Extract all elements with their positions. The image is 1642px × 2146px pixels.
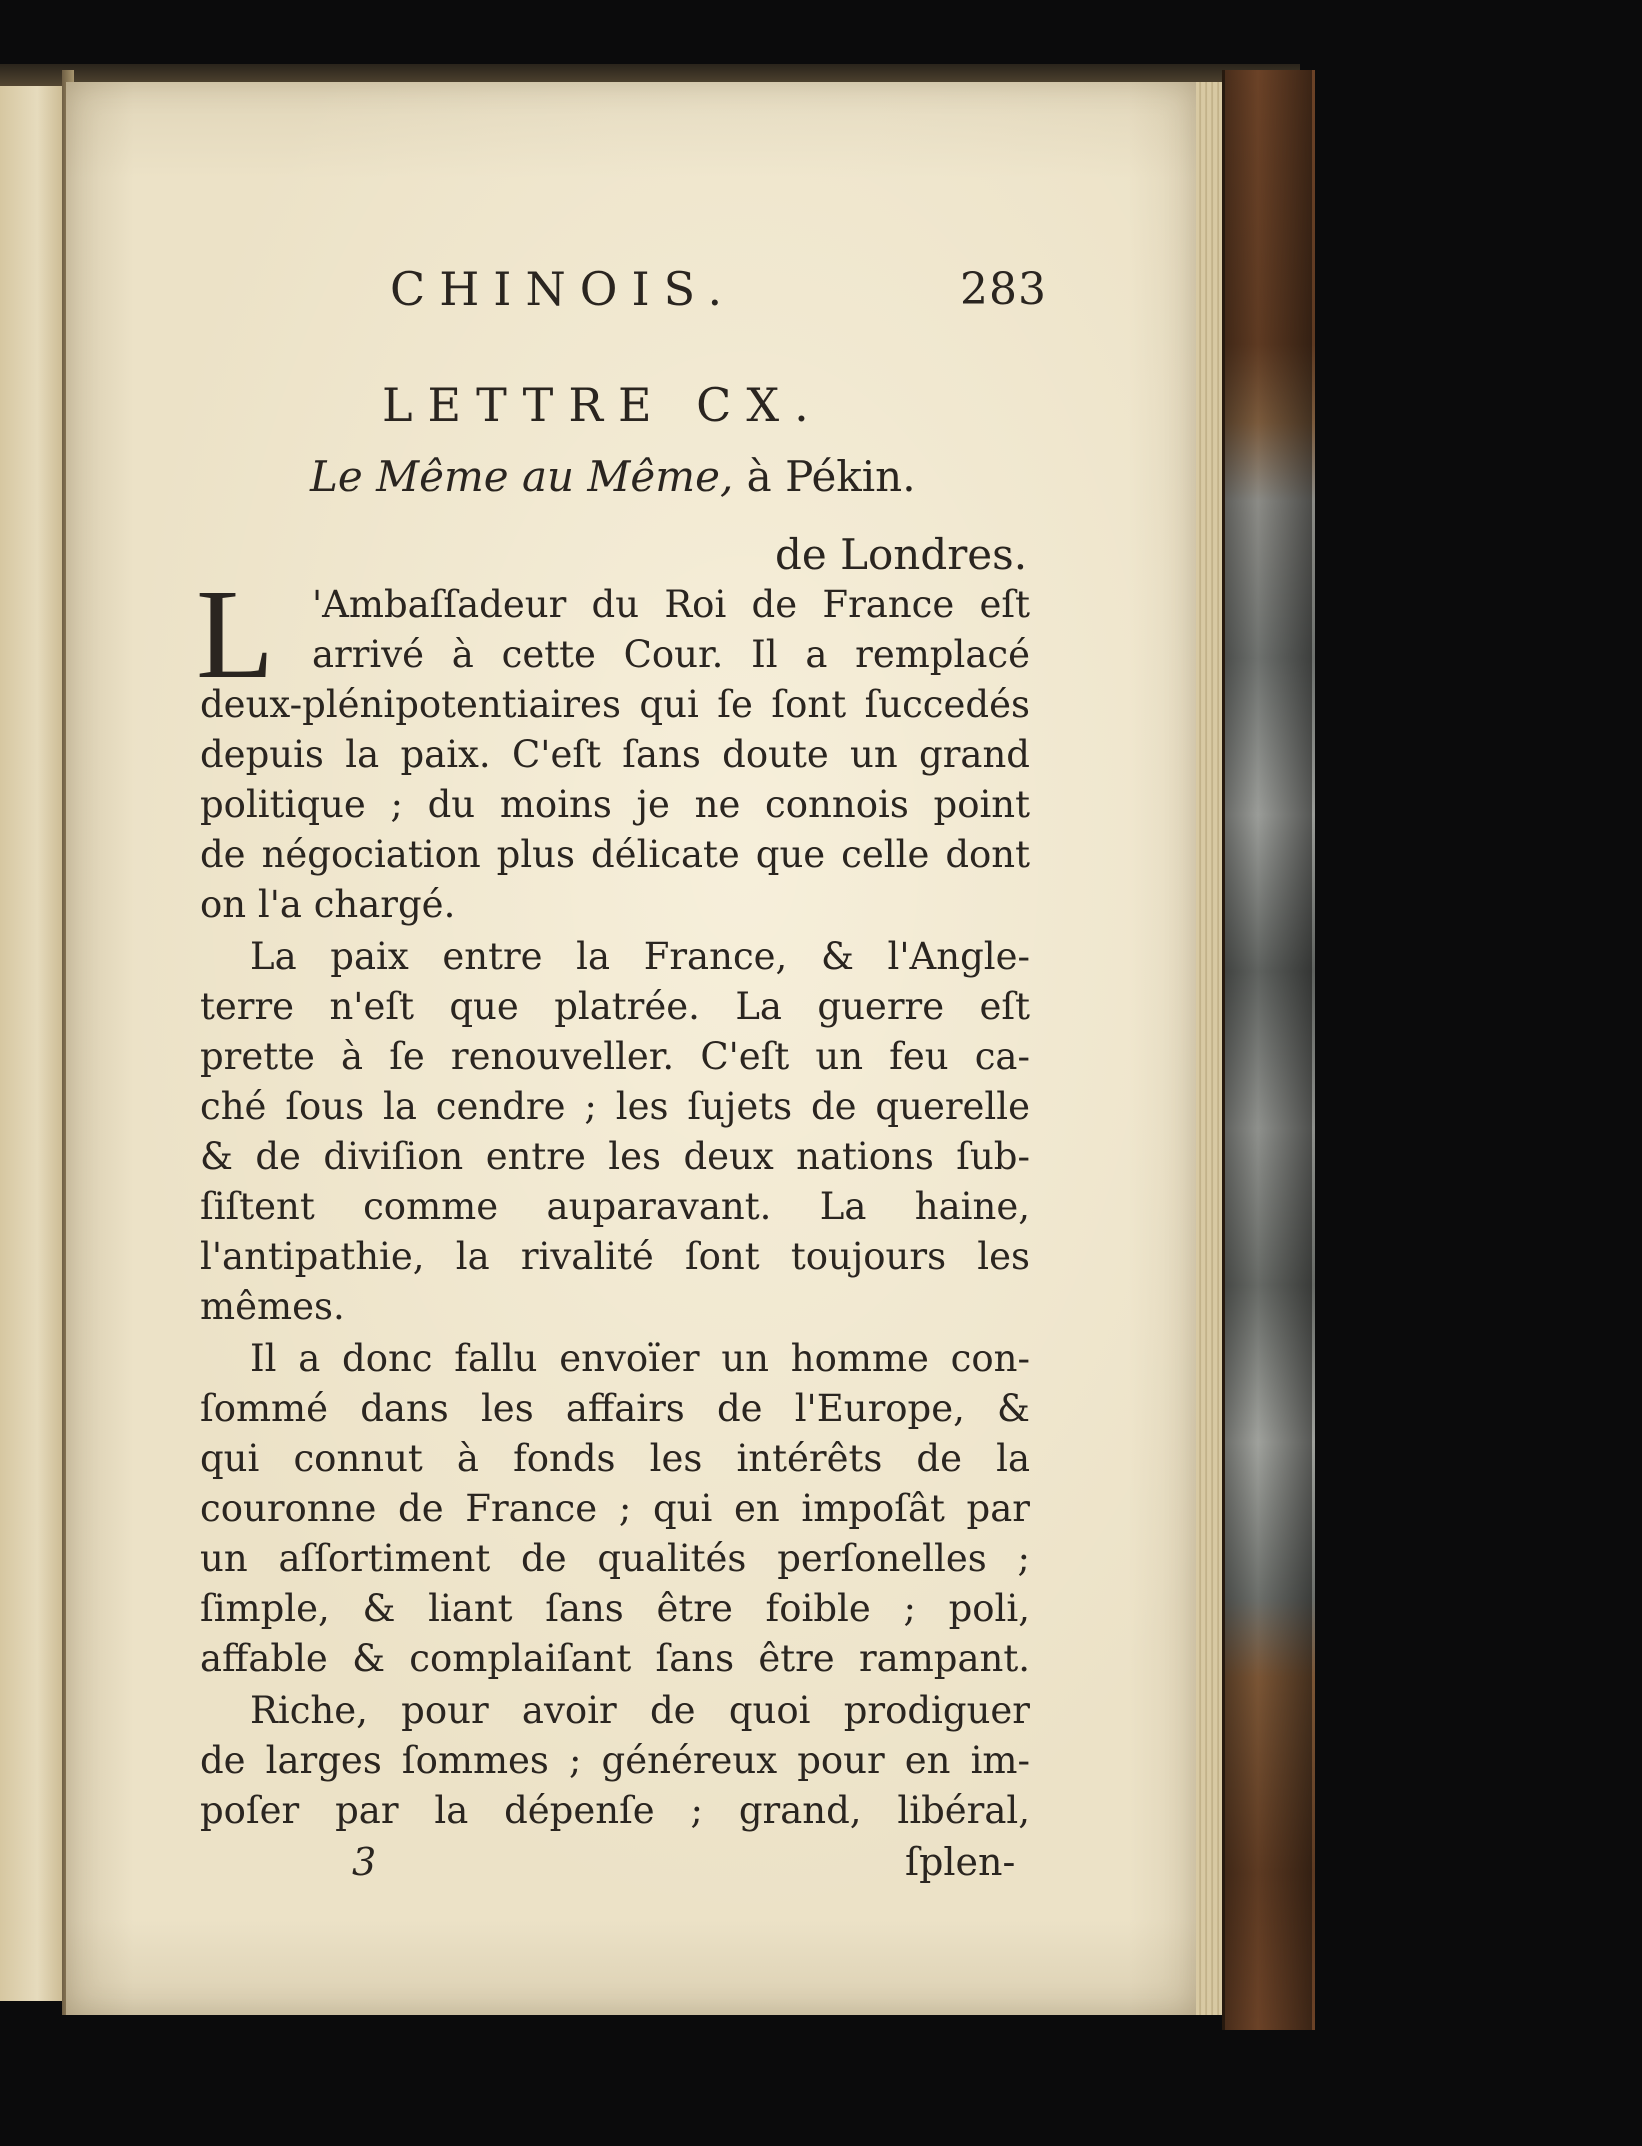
text-line: de négociation plus délicate que celle dont [200, 833, 1030, 876]
signature-mark: 3 [352, 1840, 377, 1884]
text-line: ché ſous la cendre ; les ſujets de querelle [200, 1085, 1030, 1128]
text-line: couronne de France ; qui en impoſât par [200, 1487, 1030, 1530]
text-line: ſommé dans les affairs de l'Europe, & [200, 1387, 1030, 1430]
text-line: Riche, pour avoir de quoi prodiguer [250, 1689, 1030, 1732]
text-line: un aſſortiment de qualités perſonelles ; [200, 1537, 1030, 1580]
text-line: arrivé à cette Cour. Il a remplacé [312, 633, 1030, 676]
text-line: l'antipathie, la rivalité ſont toujours les [200, 1235, 1030, 1278]
place-line: de Londres. [775, 530, 1028, 579]
text-line: prette à ſe renouveller. C'eſt un feu ca- [200, 1035, 1030, 1078]
facing-page-edge [0, 86, 64, 2001]
text-line: La paix entre la France, & l'Angle- [250, 935, 1030, 978]
running-head: CHINOIS. [390, 262, 737, 316]
salutation [310, 452, 916, 501]
text-line: 'Ambaſſadeur du Roi de France eſt [312, 583, 1030, 626]
text-line: Il a donc fallu envoïer un homme con- [250, 1337, 1030, 1380]
text-line: depuis la paix. C'eſt ſans doute un grand [200, 733, 1030, 776]
page-number: 283 [960, 264, 1047, 315]
salutation-italic: Le Même au Même, [310, 452, 734, 501]
letter-title: LETTRE CX. [382, 378, 824, 432]
drop-cap: L [196, 563, 275, 705]
catchword: ſplen- [905, 1840, 1016, 1884]
page-stack-edge [1196, 82, 1224, 2015]
text-line: mêmes. [200, 1285, 345, 1328]
text-line: terre n'eſt que platrée. La guerre eſt [200, 985, 1030, 1028]
text-line: on l'a chargé. [200, 883, 456, 926]
text-line: ſimple, & liant ſans être foible ; poli, [200, 1587, 1030, 1630]
text-line: affable & complaiſant ſans être rampant. [200, 1637, 1030, 1680]
text-line: & de diviſion entre les deux nations ſub- [200, 1135, 1030, 1178]
text-line: poſer par la dépenſe ; grand, libéral, [200, 1789, 1030, 1832]
text-line: de larges ſommes ; généreux pour en im- [200, 1739, 1030, 1782]
text-line: politique ; du moins je ne connois point [200, 783, 1030, 826]
salutation-roman: à Pékin. [733, 452, 916, 501]
cover-shading [1222, 70, 1312, 2030]
text-line: qui connut à fonds les intérêts de la [200, 1437, 1030, 1480]
text-line: deux-plénipotentiaires qui ſe ſont ſuccedés [200, 683, 1030, 726]
text-line: ſiſtent comme auparavant. La haine, [200, 1185, 1030, 1228]
